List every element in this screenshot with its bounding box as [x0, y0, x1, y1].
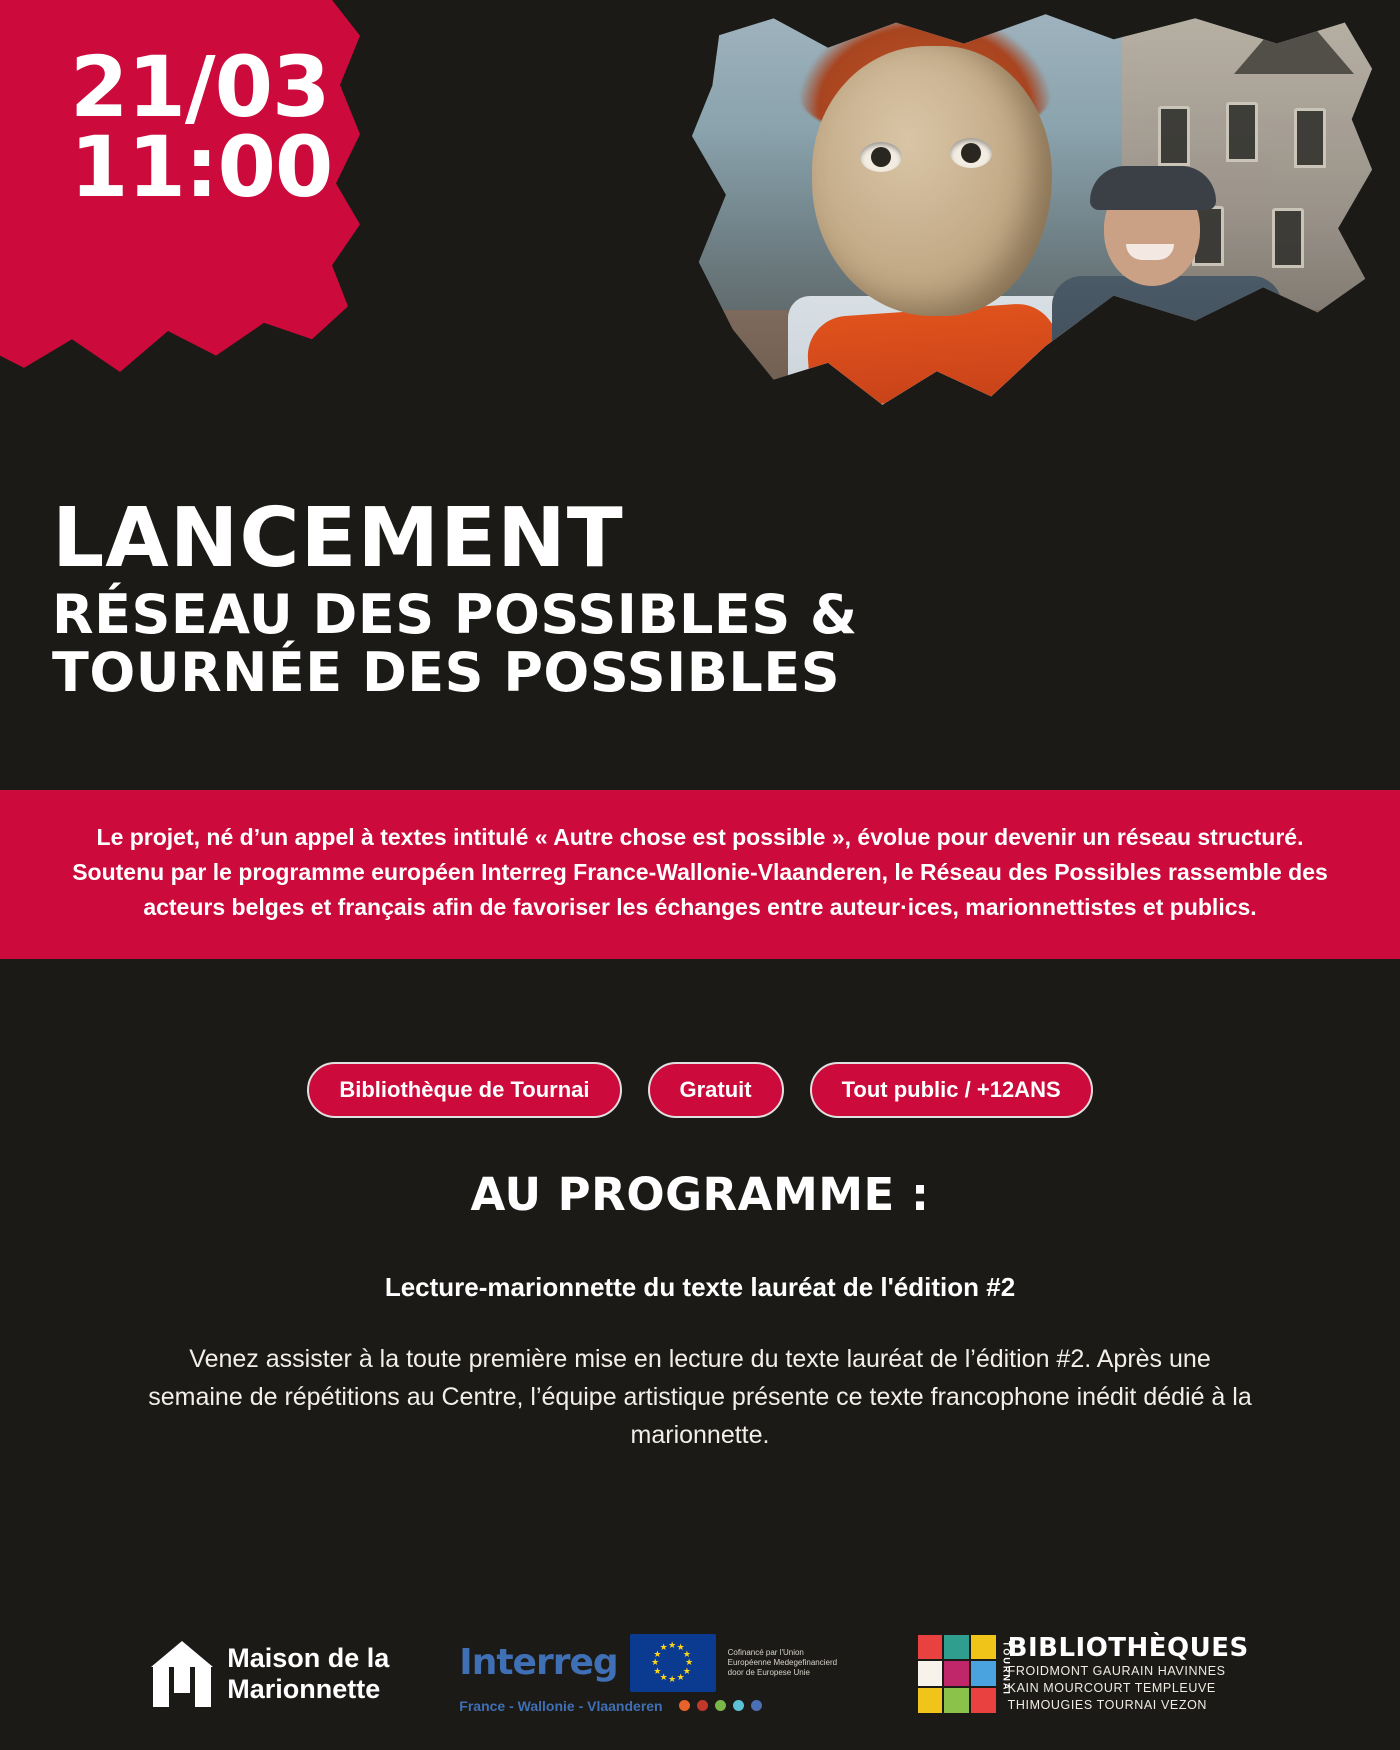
description-text: Le projet, né d’un appel à textes intitulé « Autre chose est possible », évolue pour devenir un réseau structuré. Soutenu par le programme européen Interreg France-Wallonie-Vlaanderen, le Réseau des Possibles rassemble des acteurs belges et français afin de favoriser les échanges entre auteur·ices, marionnettistes et publics.	[72, 824, 1328, 920]
interreg-dot	[697, 1700, 708, 1711]
interreg-subtitle: France - Wallonie - Vlaanderen	[459, 1697, 663, 1714]
date-badge-text	[70, 38, 333, 216]
eu-star-icon: ★	[685, 1657, 694, 1668]
house-left-leg	[153, 1665, 169, 1707]
biblio-tile	[971, 1688, 996, 1713]
house-right-leg	[195, 1665, 211, 1707]
interreg-dot	[715, 1700, 726, 1711]
page-title: LANCEMENT	[52, 491, 624, 586]
castle-window	[1226, 102, 1258, 162]
performer-body	[1052, 276, 1282, 406]
biblio-tile-icon	[918, 1635, 1012, 1713]
puppet-eye-left	[860, 142, 902, 172]
castle-roof	[1234, 10, 1354, 74]
biblio-tile	[918, 1661, 943, 1686]
house-icon	[151, 1641, 213, 1707]
puppet-head	[812, 46, 1052, 316]
eu-star-icon: ★	[651, 1657, 660, 1668]
interreg-dot	[751, 1700, 762, 1711]
biblio-logo-text	[1008, 1633, 1249, 1714]
eu-star-icon: ★	[676, 1671, 685, 1682]
footer-logos	[0, 1633, 1400, 1714]
logo-interreg	[459, 1634, 847, 1714]
pill-audience[interactable]: Tout public / +12ANS	[810, 1062, 1093, 1118]
eu-star-icon: ★	[659, 1671, 668, 1682]
puppet-and-performer-photo	[692, 10, 1372, 430]
programme-body-text: Venez assister à la toute première mise en lecture du texte lauréat de l’édition #2. Après une semaine de répétitions au Centre, l’équipe artistique présente ce texte francophone inédit dédié à la marionnette.	[148, 1345, 1252, 1449]
maison-line1-bold: Maison	[227, 1643, 321, 1674]
biblio-tile	[918, 1635, 943, 1660]
house-middle-leg	[174, 1665, 190, 1693]
eu-star-icon: ★	[682, 1665, 691, 1676]
eu-star-icon: ★	[668, 1640, 677, 1651]
performer-figure	[1052, 172, 1282, 402]
biblio-towns-line-3: THIMOUGIES TOURNAI VEZON	[1007, 1698, 1208, 1713]
eu-star-icon: ★	[682, 1648, 691, 1659]
performer-cap	[1090, 166, 1216, 210]
logo-bibliotheques-tournai	[918, 1633, 1249, 1714]
biblio-towns-line-2: KAIN MOURCOURT TEMPLEUVE	[1007, 1681, 1216, 1696]
biblio-tile	[971, 1661, 996, 1686]
interreg-wordmark: Interreg	[459, 1642, 618, 1684]
biblio-vertical-label: TOURNAI	[1001, 1640, 1012, 1696]
biblio-towns-line-1: FROIDMONT GAURAIN HAVINNES	[1007, 1664, 1226, 1679]
info-pills	[0, 1062, 1400, 1118]
castle-window	[1158, 106, 1190, 166]
programme-subheading: Lecture-marionnette du texte lauréat de l'édition #2	[384, 1272, 1016, 1302]
biblio-tile	[944, 1661, 969, 1686]
eu-star-icon: ★	[653, 1648, 662, 1659]
eu-star-icon: ★	[659, 1642, 668, 1653]
event-time: 11:00	[70, 117, 333, 216]
pill-venue[interactable]: Bibliothèque de Tournai	[307, 1062, 621, 1118]
subtitle-line-2: TOURNÉE DES POSSIBLES	[52, 641, 841, 705]
interreg-row	[459, 1634, 847, 1692]
castle-window	[1294, 108, 1326, 168]
eu-star-icon: ★	[668, 1674, 677, 1685]
maison-logo-text	[227, 1643, 389, 1703]
biblio-tile	[918, 1688, 943, 1713]
description-band	[0, 790, 1400, 959]
logo-maison-de-la-marionnette	[151, 1641, 389, 1707]
interreg-dot	[733, 1700, 744, 1711]
eu-star-icon: ★	[676, 1642, 685, 1653]
programme-heading: AU PROGRAMME :	[470, 1168, 930, 1221]
event-date: 21/03	[70, 38, 330, 136]
interreg-subtitle-row	[459, 1698, 847, 1714]
biblio-tile	[944, 1688, 969, 1713]
eu-funding-caption: Cofinancé par l'Union Européenne Medegefinancierd door de Europese Unie	[727, 1647, 838, 1677]
pill-price[interactable]: Gratuit	[648, 1062, 784, 1118]
puppet-scarf	[805, 301, 1061, 408]
biblio-tile	[971, 1635, 996, 1660]
puppet-eye-right	[950, 138, 992, 168]
eu-star-icon: ★	[653, 1665, 662, 1676]
interreg-dots	[679, 1700, 762, 1711]
house-roof-shape	[151, 1641, 213, 1667]
photo-scene	[692, 10, 1372, 430]
eu-flag-icon	[630, 1634, 716, 1692]
interreg-dot	[679, 1700, 690, 1711]
subtitle-line-1: RÉSEAU DES POSSIBLES &	[52, 582, 858, 646]
biblio-tile	[944, 1635, 969, 1660]
maison-line1-suffix: de la	[320, 1643, 390, 1674]
title-block	[52, 491, 1152, 705]
biblio-title: BIBLIOTHÈQUES	[1007, 1633, 1249, 1664]
maison-line2: Marionnette	[227, 1673, 381, 1704]
